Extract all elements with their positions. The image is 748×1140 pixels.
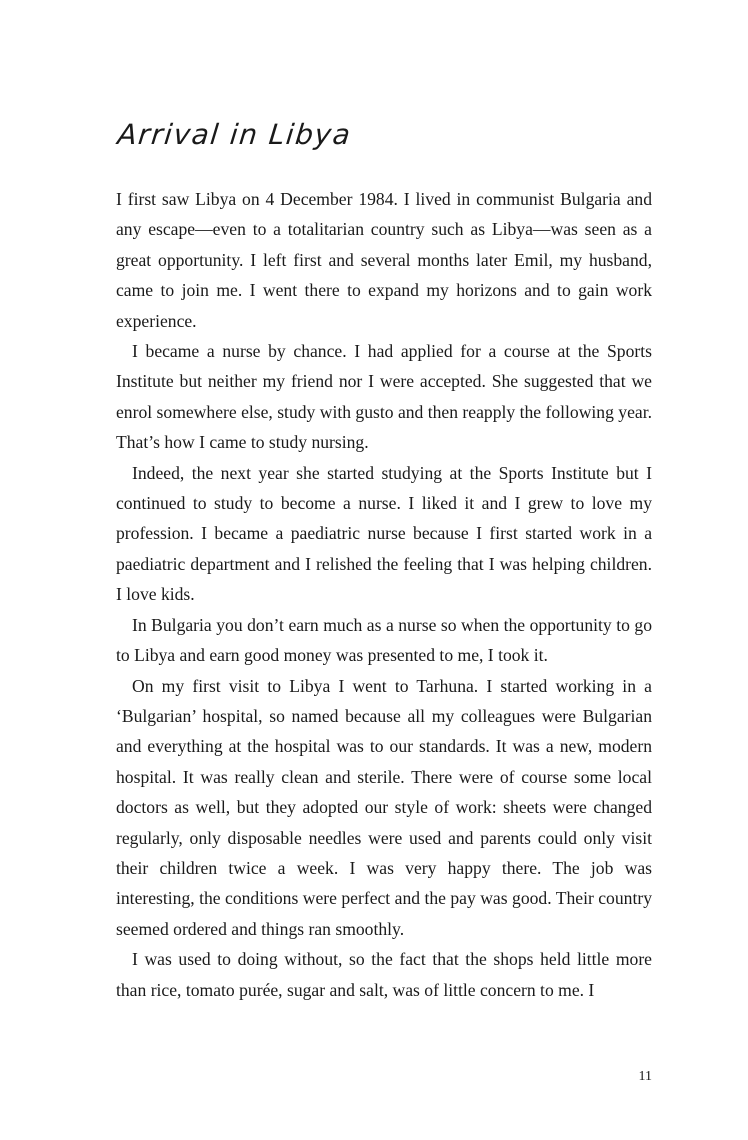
paragraph: On my first visit to Libya I went to Tarhuna. I started working in a ‘Bulgarian’ hospital, so named because all my colleagues were Bulgarian and everything at the hospital was to our standards. It was a new, modern hospital. It was really clean and sterile. There were of course some local doctors as well, but they adopted our style of work: sheets were changed regularly, only disposable needles were used and parents could only visit their children twice a week. I was very happy there. The job was interesting, the conditions were perfect and the pay was good. Their country seemed ordered and things ran smoothly. — [116, 675, 652, 939]
paragraph: I became a nurse by chance. I had applied for a course at the Sports Institute but neither my friend nor I were accepted. She suggested that we enrol somewhere else, study with gusto and then reapply the following year. That’s how I came to study nursing. — [116, 341, 652, 453]
paragraph: Indeed, the next year she started studying at the Sports Institute but I continued to study to become a nurse. I liked it and I grew to love my profession. I became a paediatric nurse because I first started work in a paediatric department and I relished the feeling that I was helping children. I love kids. — [116, 462, 652, 605]
paragraph: I was used to doing without, so the fact that the shops held little more than rice, tomato purée, sugar and salt, was of little concern to me. I — [116, 949, 652, 1000]
chapter-title: Arrival in Libya — [116, 118, 354, 151]
body-text — [116, 184, 652, 1005]
paragraph: In Bulgaria you don’t earn much as a nurse so when the opportunity to go to Libya and earn good money was presented to me, I took it. — [116, 614, 652, 666]
page-number: 11 — [638, 1069, 652, 1084]
paragraph: I first saw Libya on 4 December 1984. I lived in communist Bulgaria and any escape—even to a totalitarian country such as Libya—was seen as a great opportunity. I left first and several months later Emil, my husband, came to join me. I went there to expand my horizons and to gain work experience. — [116, 189, 652, 331]
